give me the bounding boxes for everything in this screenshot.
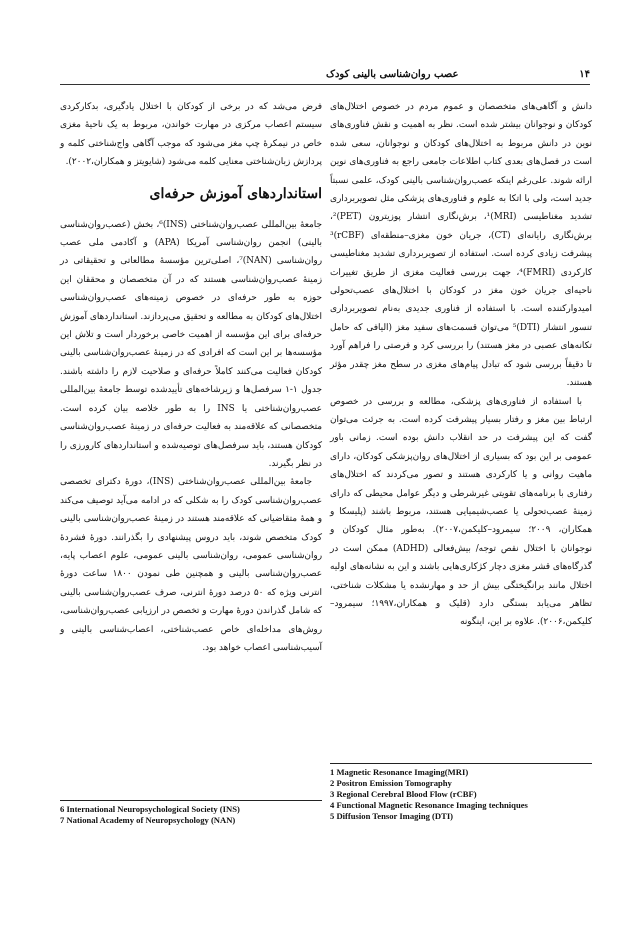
right-column [330, 98, 592, 632]
footnote: 2 Positron Emission Tomography [330, 778, 452, 788]
footnotes-right [330, 767, 528, 822]
footnote: 1 Magnetic Resonance Imaging(MRI) [330, 767, 469, 777]
running-title: عصب روان‌شناسی بالینی کودک [326, 68, 459, 80]
footnote: 3 Regional Cerebral Blood Flow (rCBF) [330, 789, 477, 799]
footnote: 5 Diffusion Tensor Imaging (DTI) [330, 811, 454, 821]
right-paragraph-2: با استفاده از فناوری‌های پزشکی، مطالعه و بررسی در خصوص ارتباط بین مغز و رفتار بسیار پیشرفت کرده است. به جرئت می‌توان گفت که این پیشرفت در حد انقلاب دانش بوده است. زمانی باور عمومی بر این بود که بسیاری از اختلال‌های روان‌پزشکی کودکان، دارای ماهیت روانی و یا کارکردی هستند و تصور می‌کردند که اختلال‌های رفتاری با برنامه‌های تقویتی غیرشرطی و دیگر عوامل محیطی که دارای زمینهٔ عصب‌تحولی یا عصب‌شیمیایی هستند، مربوط باشند (پلیسکا و همکاران، ۲۰۰۹؛ سیمرود–کلیکمن،۲۰۰۷). به‌طور مثال کودکان و نوجوانان با اختلال نقص توجه/ بیش‌فعالی (ADHD) ممکن است در گذرگاه‌های قشر مغزی دچار کژکاری‌هایی باشند و این به نشانه‌های اولیه اختلال مانند برانگیختگی بیش از حد و مهارنشده یا مشکلات شناختی، تظاهر می‌یابد بستگی دارد (قلیک و همکاران،۱۹۹۷؛ سیمرود–کلیکمن،۲۰۰۶). علاوه بر این، اینگونه [330, 396, 592, 628]
left-paragraph-1: جامعهٔ بین‌المللی عصب‌روان‌شناختی (INS)⁶، بخش (عصب‌روان‌شناسی بالینی) انجمن روان‌شناسی آمریکا (APA) و آکادمی ملی عصب روان‌شناسی (NAN)⁷، اصلی‌ترین مؤسسهٔ مطالعاتی و تحقیقاتی در زمینهٔ عصب‌روان‌شناسی هستند که در آن متخصصان و محققان این حوزه به طور حرفه‌ای در خصوص زمینه‌های عصب‌روان‌شناسی اختلال‌های کودکان به مطالعه و تحقیق می‌پردازند. استانداردهای آموزش حرفه‌ای برای این مؤسسه از اهمیت خاصی برخوردار است و تلاش این مؤسسه‌ها بر این است که افرادی که در زمینهٔ عصب‌روان‌شناسی بالینی کودکان فعالیت می‌کنند کاملاً حرفه‌ای و صلاحیت لازم را داشته باشند. جدول ۱-۱ سرفصل‌ها و زیرشاخه‌های تأییدشده توسط جامعهٔ بین‌المللی عصب‌روان‌شناختی یا INS را به طور خلاصه بیان کرده است. متخصصانی که علاقه‌مند به فعالیت حرفه‌ای در زمینهٔ عصب‌روان‌شناسی کودکان هستند، باید سرفصل‌های توصیه‌شده و استانداردهای کارورزی را در نظر بگیرند. [60, 219, 323, 469]
left-intro-paragraph: فرض می‌شد که در برخی از کودکان با اختلال یادگیری، بدکارکردی سیستم اعصاب مرکزی در مهارت خواندن، مربوط به یک ناحیهٔ مغزی خاص در نیمکرهٔ چپ مغز می‌شود که موجب آگاهی واج‌شناختی کلمه و پردازش زبان‌شناختی معنایی کلمه می‌شود (شایویتز و همکاران،۲۰۰۲). [60, 102, 322, 168]
footnotes-left [60, 804, 240, 826]
footnote: 6 International Neuropsychological Society (INS) [60, 804, 240, 814]
page-number: ۱۴ [579, 68, 590, 80]
page-header [326, 66, 590, 82]
footnote: 4 Functional Magnetic Resonance Imaging techniques [330, 800, 528, 810]
section-title: استانداردهای آموزش حرفه‌ای [149, 185, 322, 202]
footnote-divider-right [330, 763, 592, 764]
footnote: 7 National Academy of Neuropsychology (NAN) [60, 815, 236, 825]
header-divider [60, 84, 590, 85]
right-paragraph-1: دانش و آگاهی‌های متخصصان و عموم مردم در خصوص اختلال‌های کودکان و نوجوانان بیشتر شده است. نظر به اهمیت و نقش فناوری‌های نوین در دانش مربوط به اختلال‌های کودکان و نوجوانان، سعی شده است در فصل‌های بعدی کتاب اطلاعات جامعی راجع به فناوری‌های نوین ارائه شوند. علی‌رغم اینکه عصب‌روان‌شناسی بالینی کودک، علمی نسبتاً جدید است، ولی با اتکا به علوم و فناوری‌های پزشکی مثل تصویربرداری تشدید مغناطیسی (MRI)¹، برش‌نگاری انتشار پوزیترون (PET)²، برش‌نگاری رایانه‌ای (CT)، جریان خون مغزی–منطقه‌ای (rCBF)³ پیشرفت زیادی کرده است. استفاده از تصویربرداری تشدید مغناطیسی کارکردی (FMRI)⁴، جهت بررسی فعالیت مغزی از طریق تغییرات ناحیه‌ای جریان خون مغز در کودکان با اختلال‌های عصب‌تحولی امیدوارکننده است. با استفاده از فناوری جدیدی به‌نام تصویربرداری تنسور انتشار (DTI)⁵ می‌توان قسمت‌های سفید مغز (الیافی که حامل تکانه‌های عصبی در مغز هستند) را بررسی کرد و فرصتی را فراهم آورد تا دقیقاً بررسی شود که تبادل پیام‌های مغزی در سطح مغز چقدر مؤثر هستند. [330, 102, 593, 389]
footnote-divider-left [60, 800, 322, 801]
left-paragraph-2: جامعهٔ بین‌المللی عصب‌روان‌شناختی (INS)، دورهٔ دکترای تخصصی عصب‌روان‌شناسی کودک را به شکلی که در ادامه می‌آید توصیف می‌کند و همهٔ متقاضیانی که علاقه‌مند هستند در زمینهٔ عصب‌روان‌شناسی بالینی کودک متخصص شوند، باید دروس پیشنهادی را بگذرانند. دورهٔ فشردهٔ روان‌شناسی عمومی، روان‌شناسی بالینی عمومی، علوم اعصاب پایه، عصب‌روان‌شناسی بالینی و همچنین طی نمودن ۱۸۰۰ ساعت دورهٔ انترنی ویژه که ۵۰ درصد دورهٔ انترنی، صرف عصب‌روان‌شناسی بالینی که شامل گذراندن دورهٔ مهارت و تخصص در ارزیابی عصب‌روان‌شناسی، روش‌های مداخله‌ای خاص عصب‌شناختی، اعصاب‌شناسی بالینی و آسیب‌شناسی اعصاب خواهد بود. [60, 477, 322, 653]
left-column [60, 98, 322, 657]
